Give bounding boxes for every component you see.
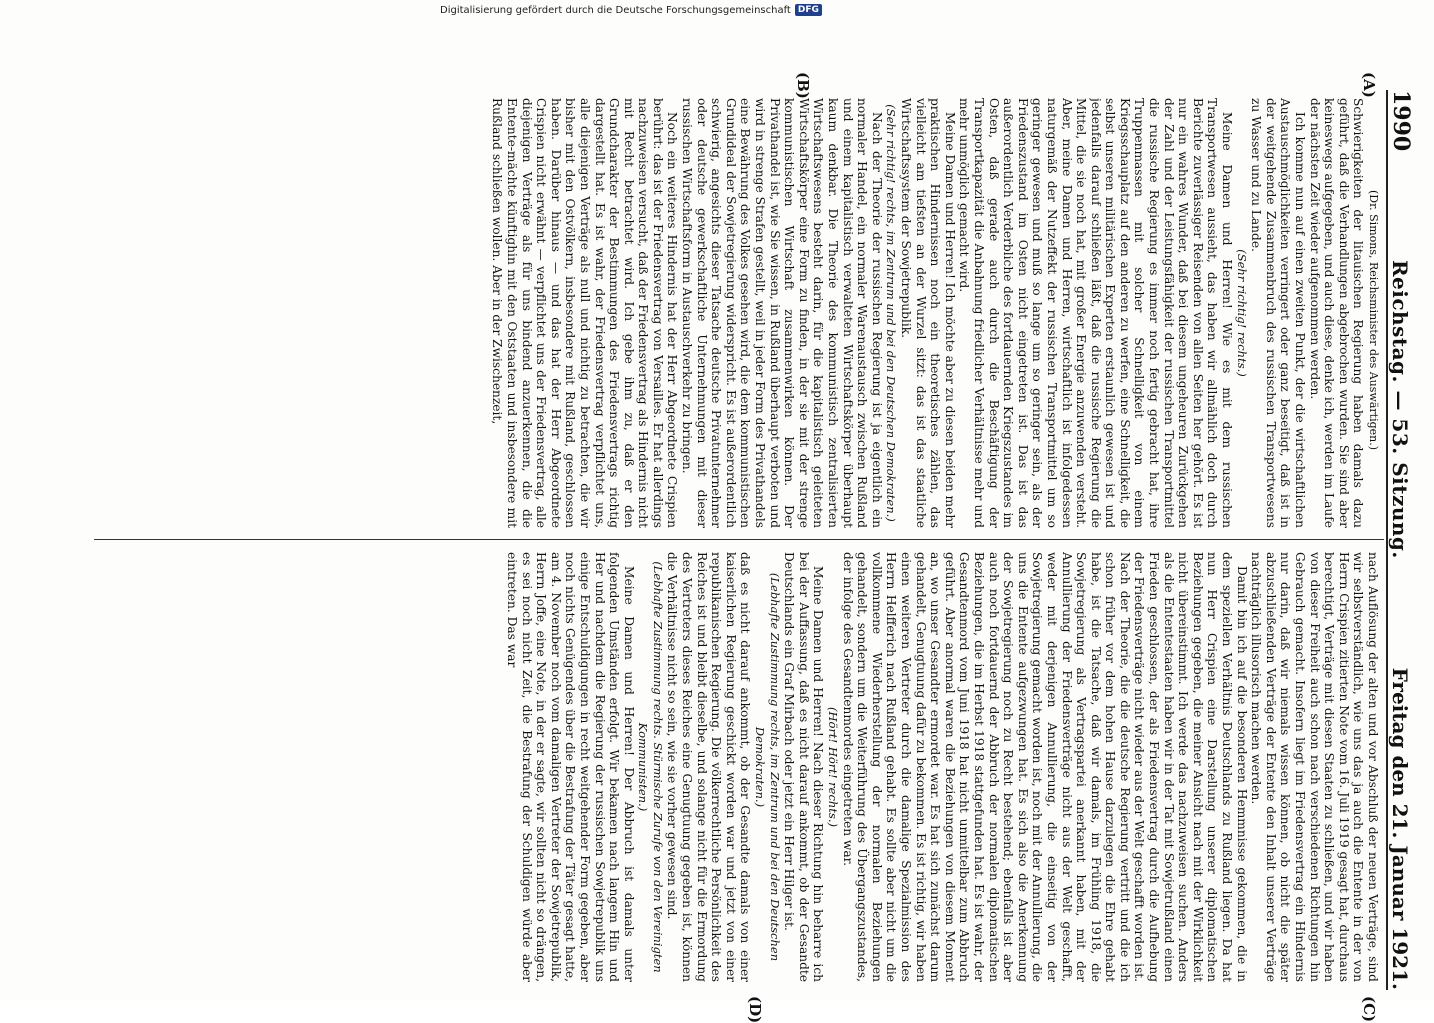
paragraph: Meine Damen und Herren! Der Abbruch ist damals unter folgenden Umständen erfolgt. Wir bekamen nach langem Hin und Her und nachdem die Regierung der russischen Sowjetrepublik uns einige Entschuldigungen in recht weitgehender Form gegeben, aber noch nichts Genügendes über die Bestrafung der Täter gesagt hatte, am 4. November noch vom damaligen Vertreter der Sowjetrepublik, Herrn Joffe, eine Note, in der er sagte, wir sollten nicht so drängen, es sei noch nicht Zeit, die Bestrafung der Schuldigen würde aber eintreten. Das war — [504, 552, 636, 982]
interjection: (Sehr richtig! rechts, im Zentrum und bei den Deutschen Demokraten.) — [884, 104, 899, 522]
margin-marker-a: (A) — [1360, 72, 1378, 98]
page-number: 1990 — [1388, 90, 1414, 152]
paragraph: Meine Damen und Herren! Ich möchte aber zu diesen beiden mehr praktischen Hindernissen noch ein theoretisches zählen, das vielleicht am tiefsten an der Wurzel sitzt: das ist das staatliche Wirtschaftssystem der Sowjetrepublik. — [899, 98, 957, 528]
session-date: Freitag den 21. Januar 1921. — [1388, 667, 1412, 990]
credit-text: Digitalisierung gefördert durch die Deutsche Forschungsgemeinschaft — [440, 4, 791, 16]
paragraph: Damit bin ich auf die besonderen Hemmnisse gekommen, die in dem speziellen Verhältnis Deutschlands zu Rußland liegen. Da hat nun Herr Crispien eine Darstellung unserer diplomatischen Beziehungen gegeben, die meiner Ansicht nach mit der Wirklichkeit nicht übereinstimmt. Ich werde das nachzuweisen suchen. Anders als die Ententestaaten haben wir in der Tat mit Sowjetrußland einen Frieden geschlossen, der als Friedensvertrag durch die Aufhebung der Friedensverträge nicht wieder aus der Welt geschafft worden ist. Nach der Theorie, die die deutsche Regierung vertritt und die ich schon früher vor dem hohen Hause darzulegen die Ehre gehabt habe, ist die Tatsache, daß wir damals, im Frühling 1918, die Sowjetregierung als Vertragspartei anerkannt haben, mit der Annullierung der Friedensverträge nicht aus der Welt geschafft, weder mit derjenigen Annullierung, die einseitig von der Sowjetregierung gemacht worden ist, noch mit der Annullierung, die uns die Entente aufgezwungen hat. Es sich also die Anerkennung der Sowjetregierung noch zu Recht bestehend; ebenfalls ist aber auch noch fortdauernd der Abbruch der normalen diplomatischen Beziehungen, die im Herbst 1918 stattgefunden hat. Es ist wahr, der Gesandtenmord vom Juni 1918 hat nicht unmittelbar zum Abbruch geführt. Aber anormal waren die Beziehungen von diesem Moment an, wo unser Gesandter ermordet war. Es hat sich zunächst darum gehandelt, Genugtuung dafür zu bekommen. Es ist richtig, wir haben einen weiteren Vertreter durch die damalige Spezialmission des Herrn Helfferich nach Rußland gehabt. Es sollte aber nicht um die vollkommene Wiederherstellung der normalen Beziehungen gehandelt, sondern um die Weiterführung des Übergangszustandes, der infolge des Gesandtenmordes eingetreten war. — [840, 552, 1249, 982]
paragraph: Ich komme nun auf einen zweiten Punkt, der die wirtschaftlichen Austauschmöglichkeiten verringert oder ganz beseitigt, daß ist in der weitgehende Zusammenbruch des russischen Transportwesens zu Wasser und zu Lande. — [1249, 98, 1308, 528]
column-divider — [94, 539, 1384, 540]
paragraph: daß es nicht darauf ankommt, ob der Gesandte damals von einer kaiserlichen Regierung geschickt worden war und jetzt von einer republikanischen Regierung. Die völkerrechtliche Persönlichkeit des Reiches ist und bleibt dieselbe, und solange nicht für die Ermordung des Vertreters dieses Reiches eine Genugtuung gegeben ist, können die Verhältnisse nicht so sein, wie sie vorher gewesen sind. — [665, 552, 753, 982]
paragraph: Meine Damen und Herren! Wie es mit dem russischen Transportwesen aussieht, das haben wir allmählich doch durch Berichte zuverlässiger Reisenden von allen Seiten her gehört. Es ist nur ein wahres Wunder, daß bei diesem ungeheuren Zurückgehen der Zahl und der Leistungsfähigkeit der russischen Transportmittel die russische Regierung es immer noch fertig gebracht hat, ihre Truppenmassen mit solcher Schnelligkeit von einem Kriegsschauplatz auf den anderen zu werfen, eine Schnelligkeit, die selbst unseren militärischen Experten erstaunlich gewesen ist und jedenfalls darauf schließen läßt, daß die russische Regierung die Mittel, die sie noch hat, mit großer Energie anzuwenden versteht. Aber, meine Damen und Herren, wirtschaftlich ist infolgedessen naturgemäß der Nutzeffekt der russischen Transportmittel um so geringer gewesen und muß so lange um so geringer sein, als der Friedenszustand im Osten nicht eingetreten ist. Das ist das außerordentlich Verderbliche des fortdauernden Kriegszustandes im Osten, daß gerade auch durch die Beschäftigung der Transportkapazität die Anbahnung friedlicher Verhältnisse mehr und mehr unmöglich gemacht wird. — [957, 98, 1235, 528]
digitization-credit — [440, 2, 830, 18]
dfg-logo: DFG — [795, 4, 822, 16]
right-column — [100, 552, 1380, 982]
speaker-line: (Dr. Simons, Reichsminister des Auswärtigen.) — [1367, 189, 1380, 451]
left-column — [100, 98, 1380, 528]
interjection: (Sehr richtig! rechts.) — [1234, 249, 1249, 377]
page-title: Reichstag. — 53. Sitzung. — [1388, 259, 1412, 559]
paragraph: Schwierigkeiten der litauischen Regierung haben damals dazu geführt, daß die Verhandlungen abgebrochen wurden. Sie sind aber keineswegs aufgegeben, und auch diese, denke ich, werden im Laufe der nächsten Zeit wieder aufgenommen werden. — [1307, 98, 1366, 528]
margin-marker-c: (C) — [1360, 996, 1378, 1023]
interjection: (Lebhafte Zustimmung rechts. Stürmische Zurufe von den Vereinigten Kommunisten.) — [636, 561, 665, 973]
interjection: (Lebhafte Zustimmung rechts, im Zentrum und bei den Deutschen Demokraten.) — [753, 572, 782, 962]
newspaper-page — [94, 72, 1424, 1023]
paragraph: nach Auflösung der alten und vor Abschluß der neuen Verträge, sind wir selbstverständlich, wie uns das ja auch die Entente in der von Herrn Crispien zitierten Note vom 16. Juli 1919 gesagt hat, durchaus berechtigt, Verträge mit diesen Staaten zu schließen, und wir haben von dieser Freiheit auch schon nach verschiedenen Richtungen hin Gebrauch gemacht. Insofern liegt im Friedensvertrag ein Hindernis nur darin, daß wir niemals wissen können, ob nicht die später abzuschließenden Verträge der Entente den Inhalt unserer Verträge nachträglich illusorisch machen werden. — [1249, 552, 1380, 982]
paragraph: Meine Damen und Herren! Nach dieser Richtung hin beharre ich bei der Auffassung, daß es nicht darauf ankommt, ob der Gesandte Deutschlands ein Graf Mirbach oder jetzt ein Herr Hilger ist. — [782, 552, 826, 982]
margin-marker-b: (B) — [794, 72, 812, 99]
paragraph: Noch ein weiteres Hindernis hat der Herr Abgeordnete Crispien berührt: das ist der Friedensvertrag von Versailles. Er hat allerdings nachzuweisen versucht, daß der Friedensvertrag als Hindernis nicht mit Recht betrachtet wird. Ich gebe ihm zu, daß er den Grundcharakter der Bestimmungen des Friedensvertrags richtig dargestellt hat. Es ist wahr, der Friedensvertrag verpflichtet uns, alle diejenigen Verträge als null und nichtig zu betrachten, die wir bisher mit den Ostvölkern, insbesondere mit Rußland, geschlossen haben. Darüber hinaus — und das hat der Herr Abgeordnete Crispien nicht erwähnt — verpflichtet uns der Friedensvertrag, alle diejenigen Verträge als für uns bindend anzuerkennen, die die Entente-mächte künftighin mit den Oststaaten und insbesondere mit Rußland schließen wollen. Aber in der Zwischenzeit, — [490, 98, 680, 528]
margin-marker-d: (D) — [746, 996, 764, 1023]
paragraph: Nach der Theorie der russischen Regierung ist ja eigentlich ein normaler Handel, ein normaler Warenaustausch zwischen Rußland und einem kapitalistisch verwalteten Wirtschaftskörper überhaupt kaum denkbar. Die Theorie des kommunistisch zentralisierten Wirtschaftswesens besteht darin, für die kapitalistisch geleiteten Wirtschaftskörper eine Form zu finden, in der sie mit der strenge kommunistischen Wirtschaft zusammenwirken können. Der Privathandel ist, wie Sie wissen, in Rußland überhaupt verboten und wird in strenge Strafen gestellt, weil in jeder Form des Privathandels eine Bewährung des Volkes gesehen wird, die dem kommunistischen Grundideal der Sowjetregierung widerspricht. Es ist außerordentlich schwierig, angesichts dieser Tatsache deutsche Privatunternehmer oder deutsche gewerkschaftliche Unternehmungen mit dieser russischen Wirtschaftsform in Austauschverkehr zu bringen. — [680, 98, 884, 528]
page-header — [1386, 90, 1424, 990]
interjection: (Hört! Hört! rechts.) — [826, 707, 841, 827]
